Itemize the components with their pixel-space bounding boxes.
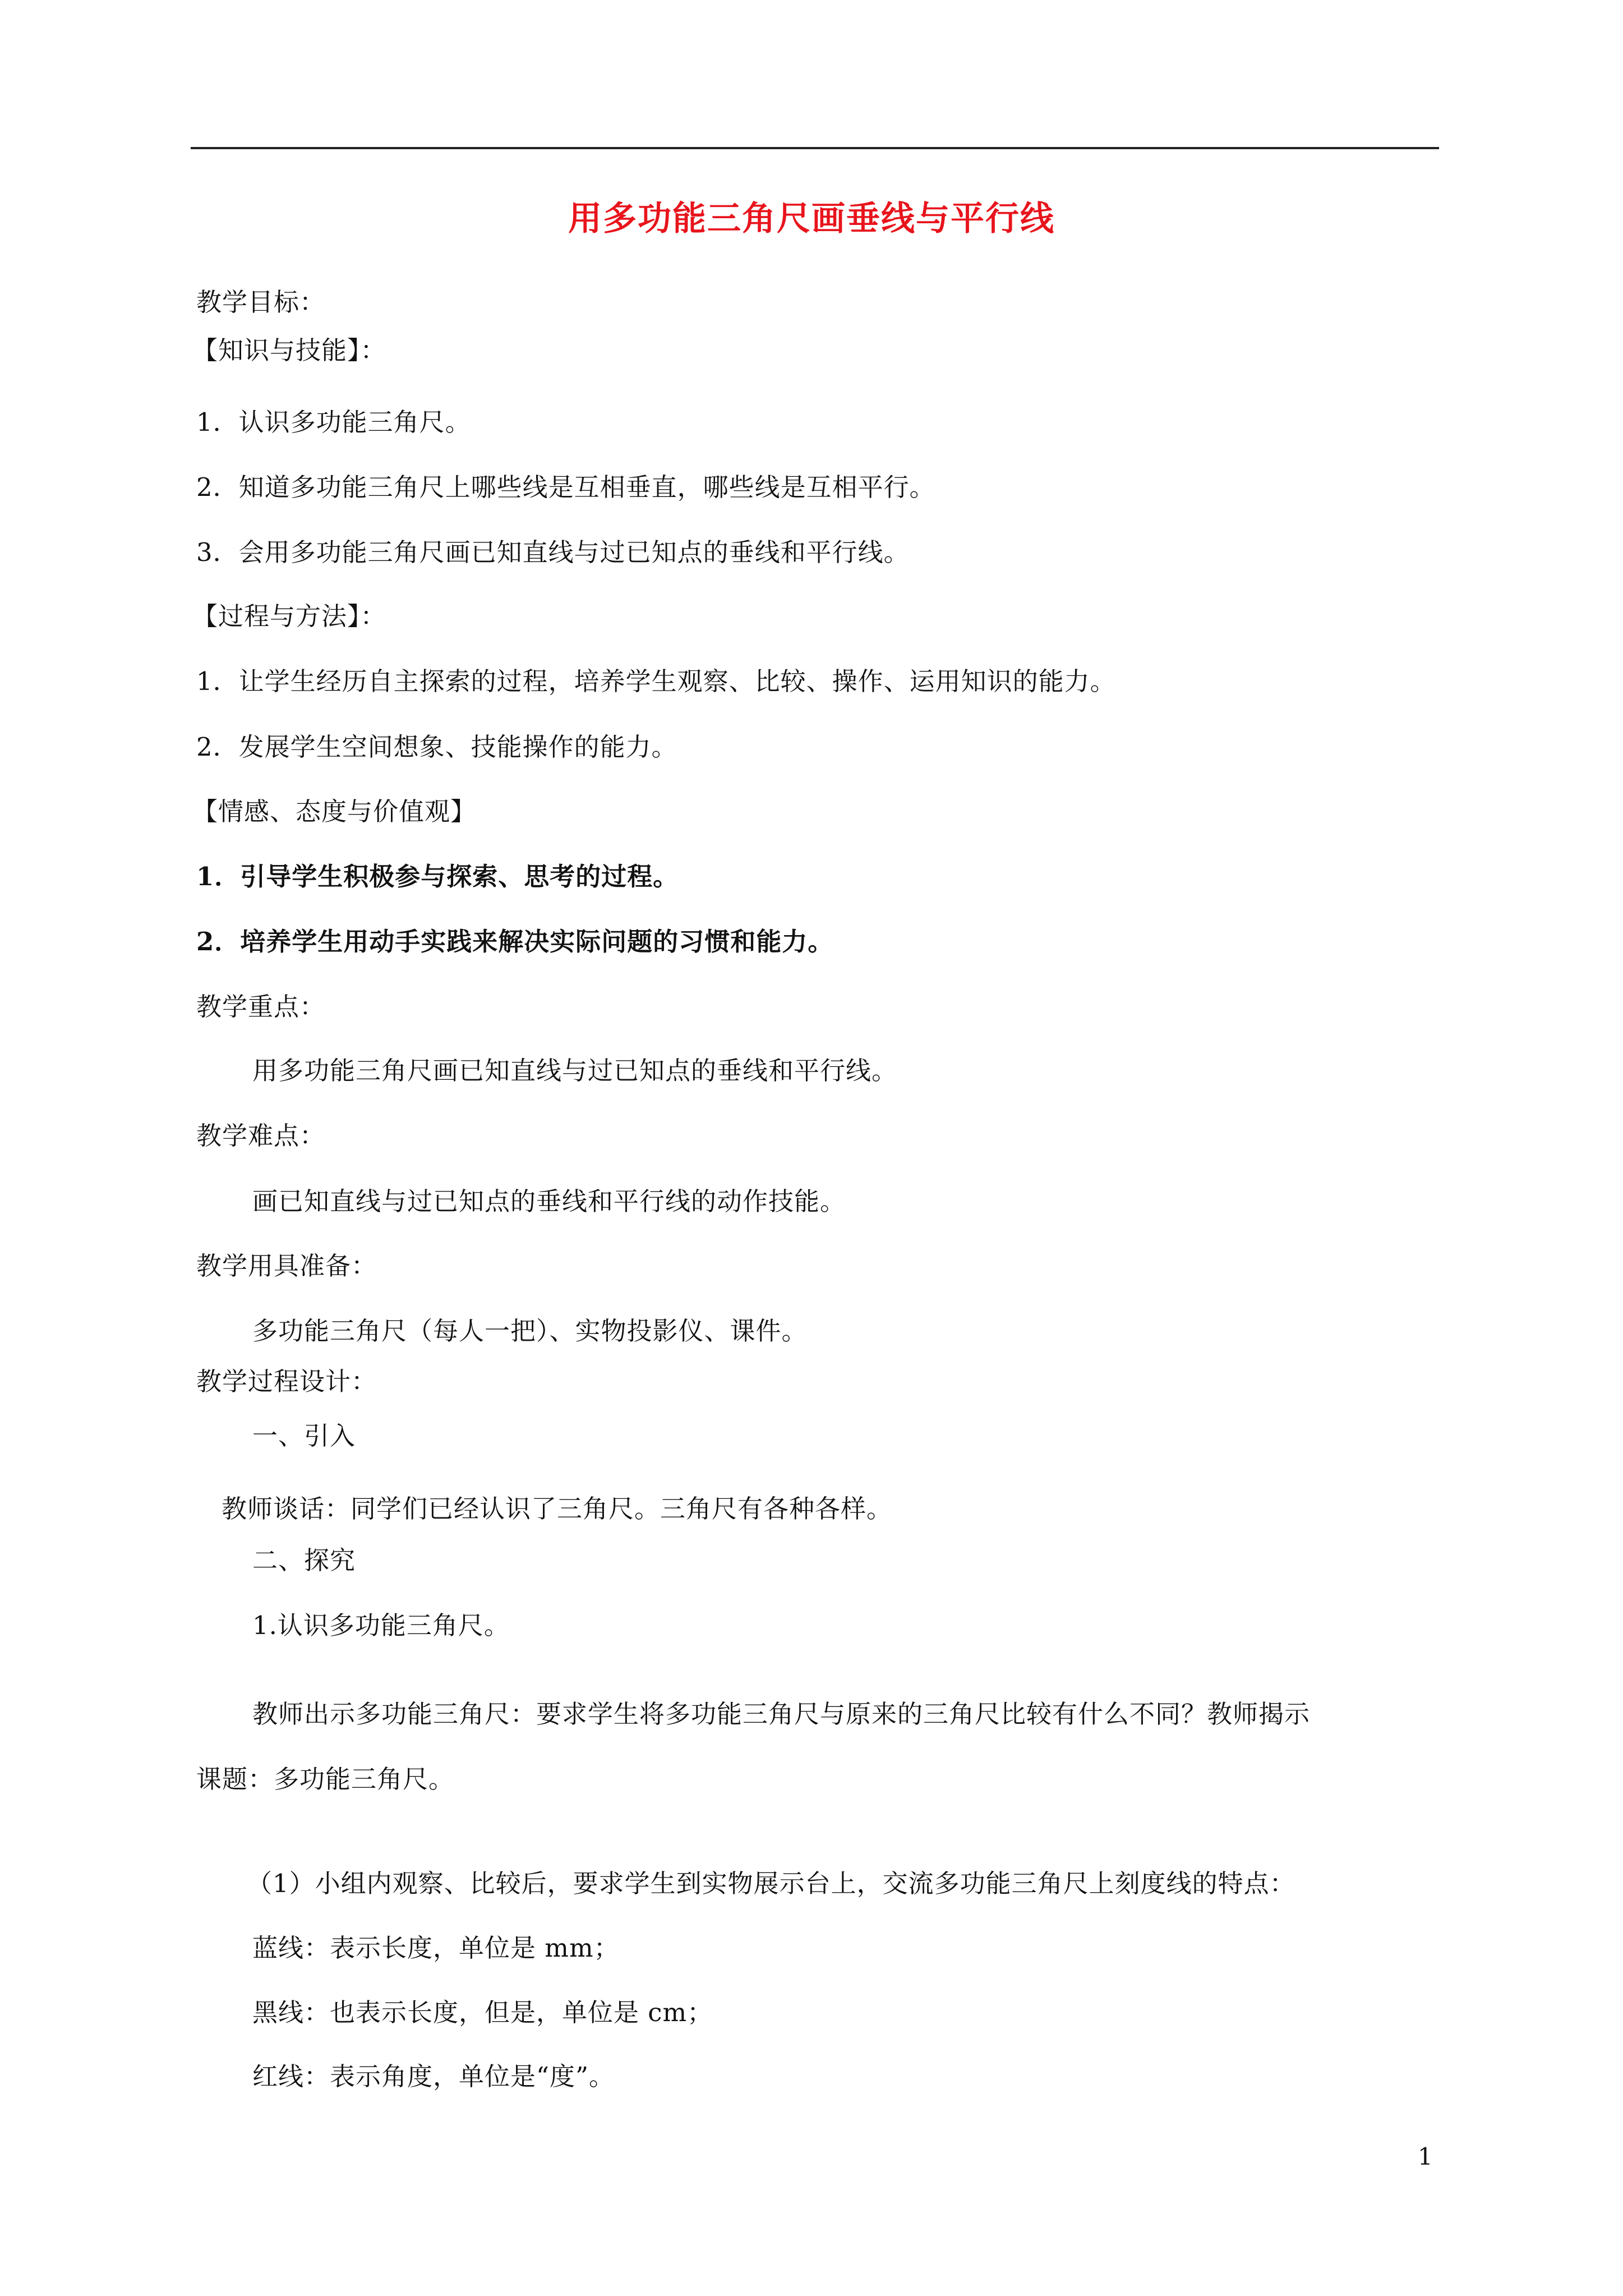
section-heading-objectives: 教学目标：	[196, 287, 326, 317]
paragraph: 蓝线：表示长度，单位是 mm；	[252, 1933, 620, 1963]
section-heading-process-design: 教学过程设计：	[196, 1366, 377, 1396]
list-item: 1．引导学生积极参与探索、思考的过程。	[196, 862, 679, 891]
paragraph: 画已知直线与过已知点的垂线和平行线的动作技能。	[252, 1186, 846, 1216]
paragraph: （1）小组内观察、比较后，要求学生到实物展示台上，交流多功能三角尺上刻度线的特点：	[247, 1869, 1295, 1898]
paragraph: 红线：表示角度，单位是“度”。	[252, 2062, 615, 2091]
subsection-heading: 二、探究	[252, 1545, 356, 1575]
section-heading-knowledge-skills: 【知识与技能】：	[192, 335, 386, 365]
paragraph: 教师出示多功能三角尺：要求学生将多功能三角尺与原来的三角尺比较有什么不同？教师揭示	[252, 1699, 1311, 1729]
list-item: 2．知道多功能三角尺上哪些线是互相垂直，哪些线是互相平行。	[196, 472, 935, 502]
section-heading-process-methods: 【过程与方法】：	[192, 601, 386, 631]
section-heading-difficulties: 教学难点：	[196, 1121, 326, 1151]
list-item: 3．会用多功能三角尺画已知直线与过已知点的垂线和平行线。	[196, 537, 910, 567]
page-number: 1	[1418, 2143, 1433, 2170]
paragraph-continuation: 课题：多功能三角尺。	[196, 1764, 455, 1794]
header-rule	[191, 147, 1439, 149]
paragraph: 黑线：也表示长度，但是，单位是 cm；	[252, 1998, 713, 2027]
list-item: 2．培养学生用动手实践来解决实际问题的习惯和能力。	[196, 927, 834, 956]
subsection-heading: 一、引入	[252, 1421, 356, 1451]
section-heading-emotion-values: 【情感、态度与价值观】	[192, 797, 477, 826]
list-item: 1．让学生经历自主探索的过程，培养学生观察、比较、操作、运用知识的能力。	[196, 666, 1116, 696]
document-title: 用多功能三角尺画垂线与平行线	[568, 199, 1055, 238]
paragraph: 多功能三角尺（每人一把）、实物投影仪、课件。	[252, 1316, 808, 1346]
list-item: 1．认识多功能三角尺。	[196, 407, 471, 437]
paragraph: 1.认识多功能三角尺。	[252, 1611, 510, 1640]
paragraph: 用多功能三角尺画已知直线与过已知点的垂线和平行线。	[252, 1056, 898, 1085]
section-heading-materials: 教学用具准备：	[196, 1251, 377, 1281]
list-item: 2．发展学生空间想象、技能操作的能力。	[196, 732, 677, 762]
paragraph: 教师谈话：同学们已经认识了三角尺。三角尺有各种各样。	[222, 1494, 893, 1524]
section-heading-key-points: 教学重点：	[196, 992, 326, 1022]
